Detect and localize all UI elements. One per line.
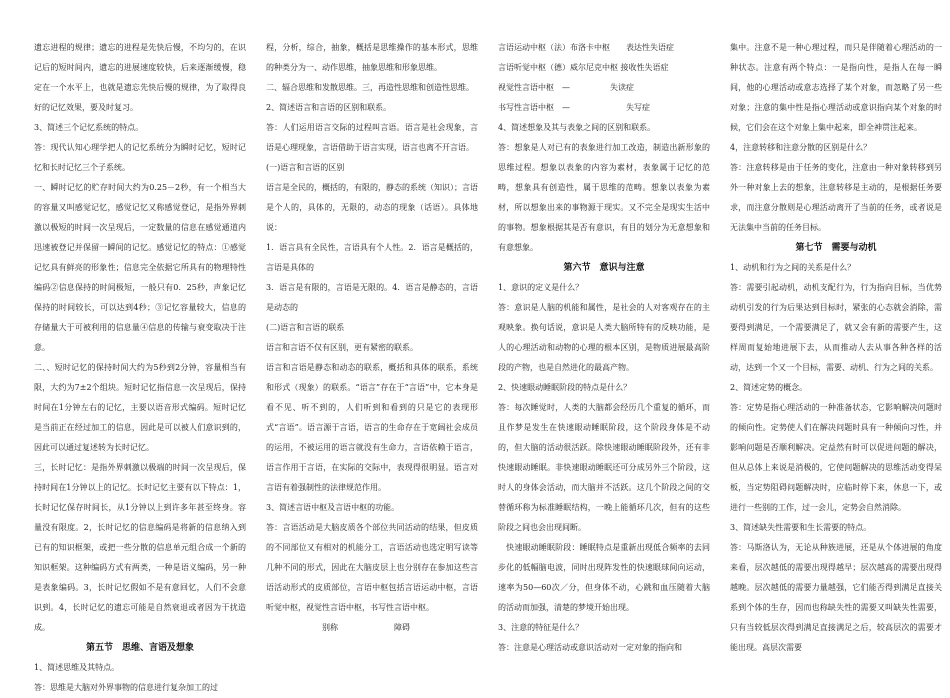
paragraph: 答：注意转移是由于任务的变化，注意由一种对象转移到另外一种对象上去的想象，注意转移是主动的，是根据任务要求，而注意分散则是心理活动离开了当前的任务，或者说是无法集中当前的任务目标。 (730, 163, 942, 232)
paragraph: 程，分析，综合，抽象，概括是思维操作的基本形式，思维的种类分为一、动作思维，抽象思维和形象思维。 (266, 43, 478, 72)
paragraph: 答：人们运用语言交际的过程叫言语。语言是社会现象，言语是心理现象，言语借助于语言实现，语言也离不开言语。 (266, 123, 478, 152)
paragraph: 答：定势是指心理活动的一种准备状态，它影响解决问题时的倾向性。定势使人们在解决问题时具有一种倾向习性，并影响问题是否顺利解决。定益然有时可以促进问题的解决，但从总体上来说是消极的，它使问题解决的思维活动变得呆板，当定势阻碍问题解决时，应临时停下来，休息一下，或进行一些别的工作，过一会儿，定势会自然消除。 (730, 403, 942, 512)
paragraph: 3．语言是有限的，言语是无限的。4．语言是静态的，言语是动态的 (266, 283, 478, 312)
paragraph: 集中。注意不是一种心理过程，而只是伴随着心理活动的一种状态。注意有两个特点：一是指向性，是指人在每一瞬间，他的心理活动或意志选择了某个对象，而忽略了另一些对象；注意的集中性是指心理活动或意识指向某个对象的时候，它们会在这个对象上集中起来，即全神贯注起来。 (730, 43, 942, 132)
paragraph: 答：想象是人对已有的表象进行加工改造，制造出新形象的思维过程。想象以表象的内容为素材，表象属于记忆的范畴，想象具有创造性，属于思维的范畴。想象以表象为素材，所以想象出来的事物源于现实。又不完全是现实生活中的事物。想象根据其是否有意识，有目的划分为无意想象和有意想象。 (498, 143, 710, 252)
paragraph: 答：每次睡觉时，人类的大脑都会经历几个重复的循环，而且作梦是发生在快速眼动睡眠阶段，这个阶段身体是不动的，但大脑的活动很活跃。除快速眼动睡眠阶段外，还有非快速眼动睡眠。非快速眼动睡眠还可分成另外三个阶段，这时人的身体会活动，而大脑并不活跃。这几个阶段之间的交替循环称为标准睡眠结构，一晚上能循环几次，但有的这些阶段之间也会出现间断。 (498, 403, 710, 532)
paragraph: 1、意识的定义是什么？ (498, 283, 584, 292)
paragraph: 2、快速眼动睡眠阶段的特点是什么？ (498, 383, 632, 392)
paragraph: 2、简述定势的概念。 (730, 383, 808, 392)
text-column-4 (730, 38, 942, 672)
paragraph: 语言和言语是静态和动态的联系，概括和具体的联系，系统和形式（现象）的联系。“语言”存在于“言语”中，它本身是看不见、听不到的，人们听到和看到的只是它的表现形式“言语”。语言源于言语，语言的生命存在于宽阔社会成员的运用，不被运用的语言就没有生命力，言语依赖于语言，语言作用于言语，在实际的交际中，表现得很明显。语言对言语有着强制性的法律规范作用。 (266, 363, 478, 492)
paragraph: 4、简述想象及其与表象之间的区别和联系。 (498, 123, 656, 132)
paragraph: 视觉性言语中枢 — 失读症 (498, 83, 634, 92)
paragraph: (二)语言和言语的联系 (266, 323, 345, 332)
paragraph: 3、简述三个记忆系统的特点。 (34, 123, 144, 132)
paragraph: 1、简述思维及其特点。 (34, 663, 120, 672)
paragraph: 三，长时记忆：是指外界刺激以极端的时间一次呈现后，保持时间在1分钟以上的记忆。长时记忆主要有以下特点：1，长时记忆保存时间长，从1分钟以上到许多年甚至终身。容量没有限度。2，长时记忆的信息编码是将新的信息纳入到已有的知识框架，或把一些分散的信息单元组合成一个新的知识框架。这种编码方式有两类，一种是语义编码，另一种是表象编码。3，长时记忆假如不是有意回忆，人们不会意识到。4，长时记忆的遗忘可能是自然衰退或者因为干扰造成。 (34, 463, 246, 632)
text-column-3 (498, 38, 710, 672)
section-heading: 第六节 意识与注意 (563, 263, 645, 273)
paragraph: 一、瞬时记忆的贮存时间大约为0.25－2秒，有一个相当大的容量又叫感觉记忆，感觉记忆又称感觉登记，是指外界刺激以极短的时间一次呈现后，一定数量的信息在感觉通道内迅速被登记并保留一瞬间的记忆。感觉记忆的特点：①感觉记忆具有鲜亮的形象性；信息完全依据它所具有的物理特性编码②信息保持的时间极短，一般只有0．25秒，声象记忆保持的时间较长，可以达到4秒；③记忆容量较大，信息的存储量大于可被利用的信息量④信息的传输与衰变取决于注意。 (34, 183, 246, 352)
paragraph: 1、动机和行为之间的关系是什么？ (730, 263, 856, 272)
paragraph: 答：需要引起动机，动机支配行为，行为指向目标，当优势动机引发的行为后果达到目标时，紧张的心态就会消除，需要得到满足，一个需要满足了，就又会有新的需要产生，这样周而复始地进展下去，从而推动人去从事各种各样的活动，达到一个又一个目标，需要、动机、行为之间的关系。 (730, 283, 942, 372)
paragraph: 答：马斯洛认为，无论从种族进展，还是从个体进展的角度来看，层次越低的需要出现得越早；层次越高的需要出现得越晚。层次越低的需要力量越强，它们能否得到满足直接关系到个体的生存，因而也称缺失性的需要又叫缺失性需要，只有当较低层次得到满足直接满足之后，较高层次的需要才能出现。高层次需要 (730, 543, 942, 652)
paragraph: (一)语言和言语的区别 (266, 163, 345, 172)
section-heading: 第七节 需要与动机 (795, 243, 877, 253)
paragraph: 言语听觉中枢（德）威尔尼克中枢 接收性失语症 (498, 63, 669, 72)
paragraph: 1．语言具有全民性，言语具有个人性。2．语言是概括的，言语是具体的 (266, 243, 478, 272)
paragraph: 遗忘进程的规律；遗忘的进程是先快后慢，不均匀的，在识记后的短时间内，遗忘的进展速度较快，后来逐渐缓慢，稳定在一个水平上，也就是遗忘先快后慢的规律，为了取得良好的记忆效果，要及时复习。 (34, 43, 246, 112)
paragraph: 3、注意的特征是什么？ (498, 623, 584, 632)
paragraph: 语言和言语不仅有区别，更有紧密的联系。 (266, 343, 418, 352)
paragraph: 二、辐合思维和发散思维。三，再造性思维和创造性思维。 (266, 83, 474, 92)
paragraph: 3、简述缺失性需要和生长需要的特点。 (730, 523, 872, 532)
paragraph: 快速眼动睡眠阶段：睡眠特点是重新出现低合频率的去同步化的低幅脑电波，同时出现阵发性的快速眼球间向运动，速率为50—60次／分，但身体不动，心跳和血压随着大脑的活动而加强，清楚的梦境开始出现。 (498, 543, 710, 612)
paragraph: 答：思维是大脑对外界事物的信息进行复杂加工的过 (34, 683, 218, 692)
paragraph: 二、、短时记忆的保持时间大约为5秒到2分钟，容量相当有限，大约为7±2个组块。短时记忆指信息一次呈现后，保持时间在1分钟左右的记忆，主要以语音形式编码。短时记忆是当前正在经过加工的信息，因此是可以被人们意识到的，因此可以通过复述转为长时记忆。 (34, 363, 246, 452)
paragraph: 言语运动中枢（法）布洛卡中枢 表达性失语症 (498, 43, 674, 52)
paragraph: 答：意识是人脑的机能和属性，是社会的人对客观存在的主观映象。换句话说，意识是人类大脑所特有的反映功能，是人的心理活动和动物的心理的根本区别，是物质进展最高阶段的产物，也是自然进化的最高产物。 (498, 303, 710, 372)
paragraph: 答：现代认知心理学把人的记忆系统分为瞬时记忆，短时记忆和长时记忆三个子系统。 (34, 143, 246, 172)
paragraph: 别称 障碍 (266, 623, 410, 632)
paragraph: 书写性言语中枢 — 失写症 (498, 103, 650, 112)
paragraph: 语言是全民的，概括的，有限的，静态的系统（知识）；言语是个人的，具体的，无限的，动态的现象（话语）。具体地说： (266, 183, 478, 232)
section-heading: 第五节 思维、言语及想象 (85, 643, 194, 653)
paragraph: 答：言语活动是大脑皮质各个部位共同活动的结果，但皮质的不同部位又有相对的机能分工，言语活动也选定明写读等几种不同的形式，因此在大脑皮层上也分别存在参加这些言语活动形式的皮质部位，言语中枢包括言语运动中枢，言语听觉中枢，视觉性言语中枢，书写性言语中枢。 (266, 523, 478, 612)
paragraph: 答：注意是心理活动或意识活动对一定对象的指向和 (498, 643, 682, 652)
paragraph: 3、简述言语中枢及言语中枢的功能。 (266, 503, 400, 512)
text-column-2 (266, 38, 478, 672)
paragraph: 2、简述语言和言语的区别和联系。 (266, 103, 392, 112)
paragraph: 4，注意转移和注意分散的区别是什么？ (730, 143, 872, 152)
text-column-1 (34, 38, 246, 692)
